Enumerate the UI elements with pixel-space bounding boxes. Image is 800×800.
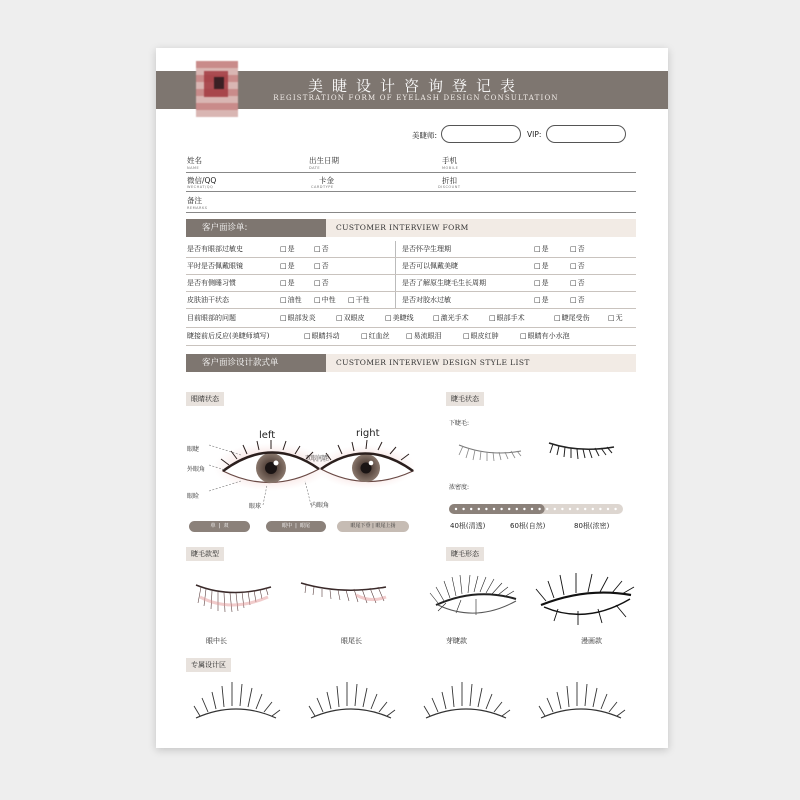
skin-oily[interactable]: □ 油性 [280,295,302,305]
lash-type-middle-long: 眼中长 [206,637,227,645]
skin-normal[interactable]: □ 中性 [314,295,336,305]
lash-type-manga: 漫画款 [581,637,602,645]
glasses-yes[interactable]: □ 是 [280,261,295,271]
question-wear-lashes: 是否可以佩戴美睫 [402,262,458,270]
problem-double-eyelid[interactable]: □ 双眼皮 [336,313,365,323]
form-title: 美睫设计咨询登记表 [307,77,524,95]
artist-label: 美睫师: [412,131,438,140]
design-title-cn: 客户面诊设计款式单 [186,354,326,372]
lash-types-illustration [186,573,636,633]
density-tick [592,508,594,510]
pill-option: 眼尾下垂 [350,523,371,529]
lash-form-tag: 睫毛形态 [446,547,484,561]
pill-option: 眼尾上扬 [375,523,396,529]
card-label: 卡金 [319,176,334,185]
density-tick [538,508,540,510]
question-allergy: 是否有眼部过敏史 [187,245,243,253]
brand-logo [196,61,238,117]
reaction-twitch[interactable]: □ 眼睛抖动 [304,331,340,341]
density-tick [607,508,609,510]
name-sublabel: NAME [187,166,200,170]
density-tick [569,508,571,510]
density-tick [576,508,578,510]
density-tick [584,508,586,510]
eye-tail-pill[interactable]: 眼尾下垂 | 眼尾上扬 [337,521,409,532]
info-divider-2 [186,191,636,192]
phone-label: 手机 [442,156,457,165]
density-tick [478,508,480,510]
glue-allergy-no[interactable]: □ 否 [570,295,585,305]
density-tick [455,508,457,510]
problem-none[interactable]: □ 无 [608,313,623,323]
info-divider-3 [186,212,636,213]
custom-design-lash-templates [186,676,646,726]
form-subtitle: REGISTRATION FORM OF EYELASH DESIGN CONSULTATION [273,94,559,102]
design-title-en: CUSTOMER INTERVIEW DESIGN STYLE LIST [336,358,530,367]
allergy-no[interactable]: □ 否 [314,244,329,254]
row-divider [186,257,636,258]
vip-label: VIP: [527,130,542,139]
question-eye-problems: 目前眼部的问题 [187,314,236,322]
density-option-60[interactable]: 60根(自然) [510,522,546,530]
lash-type-tag: 睫毛款型 [186,547,224,561]
density-tick [493,508,495,510]
side-sleep-yes[interactable]: □ 是 [280,278,295,288]
row-divider [186,308,636,309]
name-label: 姓名 [187,156,202,165]
single-double-eyelid-pill[interactable]: 单 | 双 [189,521,250,532]
question-reaction: 睫接前后反应(美睫师填写) [187,332,270,340]
row-divider [186,274,636,275]
pill-option: 单 [210,523,216,529]
glasses-no[interactable]: □ 否 [314,261,329,271]
left-eye-label: left [259,430,276,441]
interview-column-divider [395,241,396,309]
pregnant-no[interactable]: □ 否 [570,244,585,254]
info-divider-1 [186,172,636,173]
pill-option: 眼尾 [300,523,311,529]
question-glue-allergy: 是否对胶水过敏 [402,296,451,304]
density-tick [508,508,510,510]
density-tick [470,508,472,510]
birth-sublabel: DATE [309,166,321,170]
density-tick [516,508,518,510]
pregnant-yes[interactable]: □ 是 [534,244,549,254]
discount-sublabel: DISCOUNT [438,185,461,189]
lash-type-tail-long: 眼尾长 [341,637,362,645]
wear-lashes-yes[interactable]: □ 是 [534,261,549,271]
pill-option: 双 [223,523,229,529]
density-tick [485,508,487,510]
wechat-label: 微信/QQ [187,176,217,185]
reaction-swelling[interactable]: □ 眼皮红肿 [463,331,499,341]
density-tick [599,508,601,510]
density-tick [561,508,563,510]
card-sublabel: CARDTYPE [311,185,334,189]
pill-option: 眼中 [281,523,292,529]
wear-lashes-no[interactable]: □ 否 [570,261,585,271]
density-option-80[interactable]: 80根(浓密) [574,522,610,530]
density-tick [462,508,464,510]
interview-title-cn: 客户面诊单: [186,219,326,237]
reaction-tears[interactable]: □ 易流眼泪 [406,331,442,341]
row-divider [186,291,636,292]
lower-lash-illustration [449,433,624,468]
question-pregnant: 是否怀孕生理期 [402,245,451,253]
discount-label: 折扣 [442,176,457,185]
glue-allergy-yes[interactable]: □ 是 [534,295,549,305]
problem-eyeliner[interactable]: □ 美睫线 [385,313,414,323]
growth-cycle-yes[interactable]: □ 是 [534,278,549,288]
eyeball-label: 眼球 [249,503,262,510]
question-side-sleep: 是否有侧睡习惯 [187,279,236,287]
problem-eye-surgery[interactable]: □ 眼部手术 [489,313,525,323]
wechat-sublabel: WECHAT/QQ [187,185,214,189]
density-tick [546,508,548,510]
eyes-illustration [201,433,416,513]
remarks-sublabel: REMARKS [187,206,208,210]
problem-laser[interactable]: □ 激光手术 [433,313,469,323]
remarks-label: 备注 [187,196,202,205]
density-slider[interactable] [448,502,624,516]
interview-section-header [186,219,636,237]
skin-dry[interactable]: □ 干性 [348,295,370,305]
density-tick [554,508,556,510]
outer-corner-label: 外眼角 [187,466,206,473]
allergy-yes[interactable]: □ 是 [280,244,295,254]
birth-label: 出生日期 [309,156,339,165]
eye-focus-pill[interactable]: 眼中 | 眼尾 [266,521,326,532]
eye-state-tag: 眼睛状态 [186,392,224,406]
density-label: 浓密度: [449,484,470,491]
eyelash-pointer-label: 眼睫 [187,446,200,453]
reaction-blisters[interactable]: □ 眼睛有小水泡 [520,331,570,341]
registration-form [156,48,668,748]
reaction-bloodshot[interactable]: □ 红血丝 [361,331,390,341]
lash-type-sprout: 芽睫款 [446,637,467,645]
density-tick [523,508,525,510]
growth-cycle-no[interactable]: □ 否 [570,278,585,288]
phone-sublabel: MOBILE [442,166,459,170]
row-divider [186,327,636,328]
density-option-40[interactable]: 40根(清透) [450,522,486,530]
density-tick [500,508,502,510]
question-growth-cycle: 是否了解原生睫毛生长周期 [402,279,486,287]
side-sleep-no[interactable]: □ 否 [314,278,329,288]
eyelid-label: 眼睑 [187,493,200,500]
right-eye-label: right [356,428,380,439]
vip-field[interactable] [546,125,626,143]
density-tick [531,508,533,510]
problem-lash-injury[interactable]: □ 睫尾受伤 [554,313,590,323]
custom-design-tag: 专属设计区 [186,658,231,672]
problem-inflammation[interactable]: □ 眼部发炎 [280,313,316,323]
artist-field[interactable] [441,125,521,143]
inner-corner-label: 内眼角 [311,502,330,509]
interview-title-en: CUSTOMER INTERVIEW FORM [336,223,469,232]
design-section-header [186,354,636,372]
lash-state-tag: 睫毛状态 [446,392,484,406]
density-tick [614,508,616,510]
lower-lash-label: 下睫毛: [449,420,470,427]
question-glasses: 平时是否佩戴眼镜 [187,262,243,270]
row-divider [186,345,636,346]
question-skin: 皮肤油干状态 [187,296,229,304]
